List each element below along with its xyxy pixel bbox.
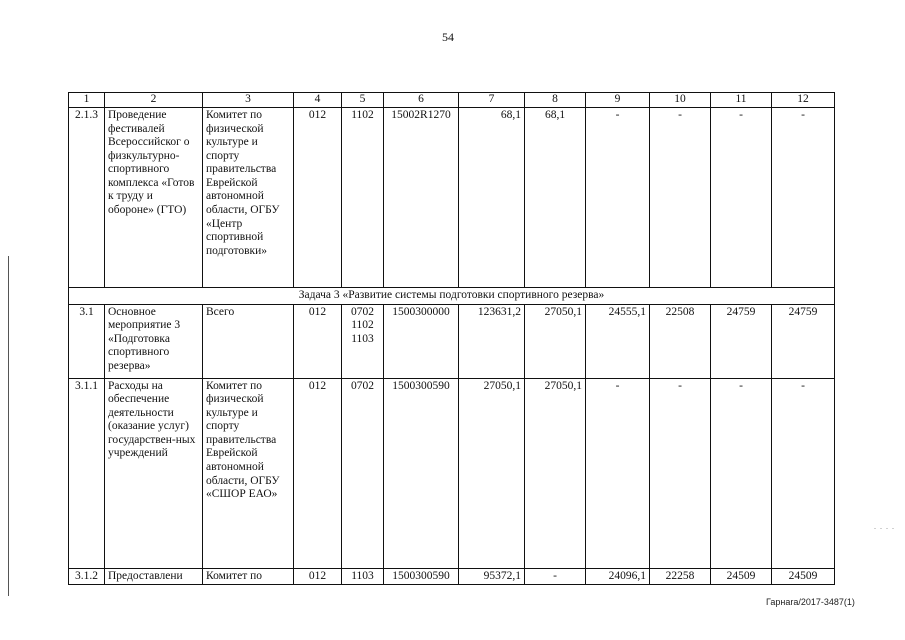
cell-value: 15002R1270: [384, 108, 459, 288]
cell-value: [342, 304, 384, 378]
executor: Комитет по физической культуре и спорту правительства Еврейской автономной области, ОГБУ «Центр спортивной подготовки»: [203, 108, 294, 288]
cell-value: 27050,1: [525, 378, 586, 568]
table-row: [69, 568, 835, 585]
column-header: 11: [711, 93, 772, 108]
cell-value: [342, 378, 384, 568]
cell-value: -: [586, 378, 650, 568]
column-header: 1: [69, 93, 105, 108]
cell-value: [342, 108, 384, 288]
activity-name: Предоставлени: [105, 568, 203, 585]
column-header: 9: [586, 93, 650, 108]
cell-value: -: [525, 568, 586, 585]
column-header: 10: [650, 93, 711, 108]
section-code: 1102: [351, 319, 374, 332]
task-row: [69, 288, 835, 305]
section-code: 0702: [351, 305, 374, 318]
cell-value: [342, 568, 384, 585]
margin-line: [8, 256, 9, 596]
cell-value: 24509: [711, 568, 772, 585]
activity-name: Основное мероприятие 3 «Подготовка спортивного резерва»: [105, 304, 203, 378]
column-header: 12: [772, 93, 835, 108]
cell-value: 1500300590: [384, 378, 459, 568]
executor: Всего: [203, 304, 294, 378]
cell-value: -: [772, 378, 835, 568]
cell-value: 22258: [650, 568, 711, 585]
cell-value: 012: [294, 568, 342, 585]
row-number: 3.1.2: [69, 568, 105, 585]
cell-value: 012: [294, 108, 342, 288]
section-code: 1102: [351, 109, 374, 121]
row-number: 2.1.3: [69, 108, 105, 288]
cell-value: 24096,1: [586, 568, 650, 585]
table-row: [69, 304, 835, 378]
cell-value: 012: [294, 378, 342, 568]
cell-value: 27050,1: [459, 378, 525, 568]
cell-value: -: [711, 378, 772, 568]
column-header: 2: [105, 93, 203, 108]
cell-value: 24759: [772, 304, 835, 378]
cell-value: 24759: [711, 304, 772, 378]
header-row: [69, 93, 835, 108]
cell-value: -: [772, 108, 835, 288]
table-row: [69, 378, 835, 568]
cell-value: 24509: [772, 568, 835, 585]
executor: Комитет по физической культуре и спорту правительства Еврейской автономной области, ОГБУ «СШОР ЕАО»: [203, 378, 294, 568]
cell-value: 68,1: [525, 108, 586, 288]
column-header: 7: [459, 93, 525, 108]
table-row: [69, 108, 835, 288]
cell-value: 24555,1: [586, 304, 650, 378]
executor: Комитет по: [203, 568, 294, 585]
cell-value: 123631,2: [459, 304, 525, 378]
column-header: 8: [525, 93, 586, 108]
footer-code: Гарнаrа/2017-3487(1): [766, 597, 855, 607]
column-header: 6: [384, 93, 459, 108]
cell-value: -: [586, 108, 650, 288]
activity-name: Расходы на обеспечение деятельности (оказание услуг) государствен-ных учреждений: [105, 378, 203, 568]
cell-value: -: [650, 378, 711, 568]
column-header: 4: [294, 93, 342, 108]
cell-value: -: [711, 108, 772, 288]
margin-dots: . . . .: [874, 522, 895, 531]
cell-value: 68,1: [459, 108, 525, 288]
budget-table: [68, 92, 835, 585]
column-header: 3: [203, 93, 294, 108]
column-header: 5: [342, 93, 384, 108]
cell-value: 95372,1: [459, 568, 525, 585]
row-number: 3.1: [69, 304, 105, 378]
section-code: 1103: [351, 569, 374, 582]
cell-value: 012: [294, 304, 342, 378]
row-number: 3.1.1: [69, 378, 105, 568]
activity-name: Проведение фестивалей Всероссийског о физкультурно-спортивного комплекса «Готов к труду и обороне» (ГТО): [105, 108, 203, 288]
cell-value: 22508: [650, 304, 711, 378]
task-title: Задача 3 «Развитие системы подготовки спортивного резерва»: [69, 288, 835, 305]
cell-value: -: [650, 108, 711, 288]
cell-value: 1500300000: [384, 304, 459, 378]
section-code: 1103: [351, 332, 374, 345]
cell-value: 1500300590: [384, 568, 459, 585]
page-number: 54: [442, 30, 454, 44]
cell-value: 27050,1: [525, 304, 586, 378]
section-code: 0702: [351, 379, 374, 392]
